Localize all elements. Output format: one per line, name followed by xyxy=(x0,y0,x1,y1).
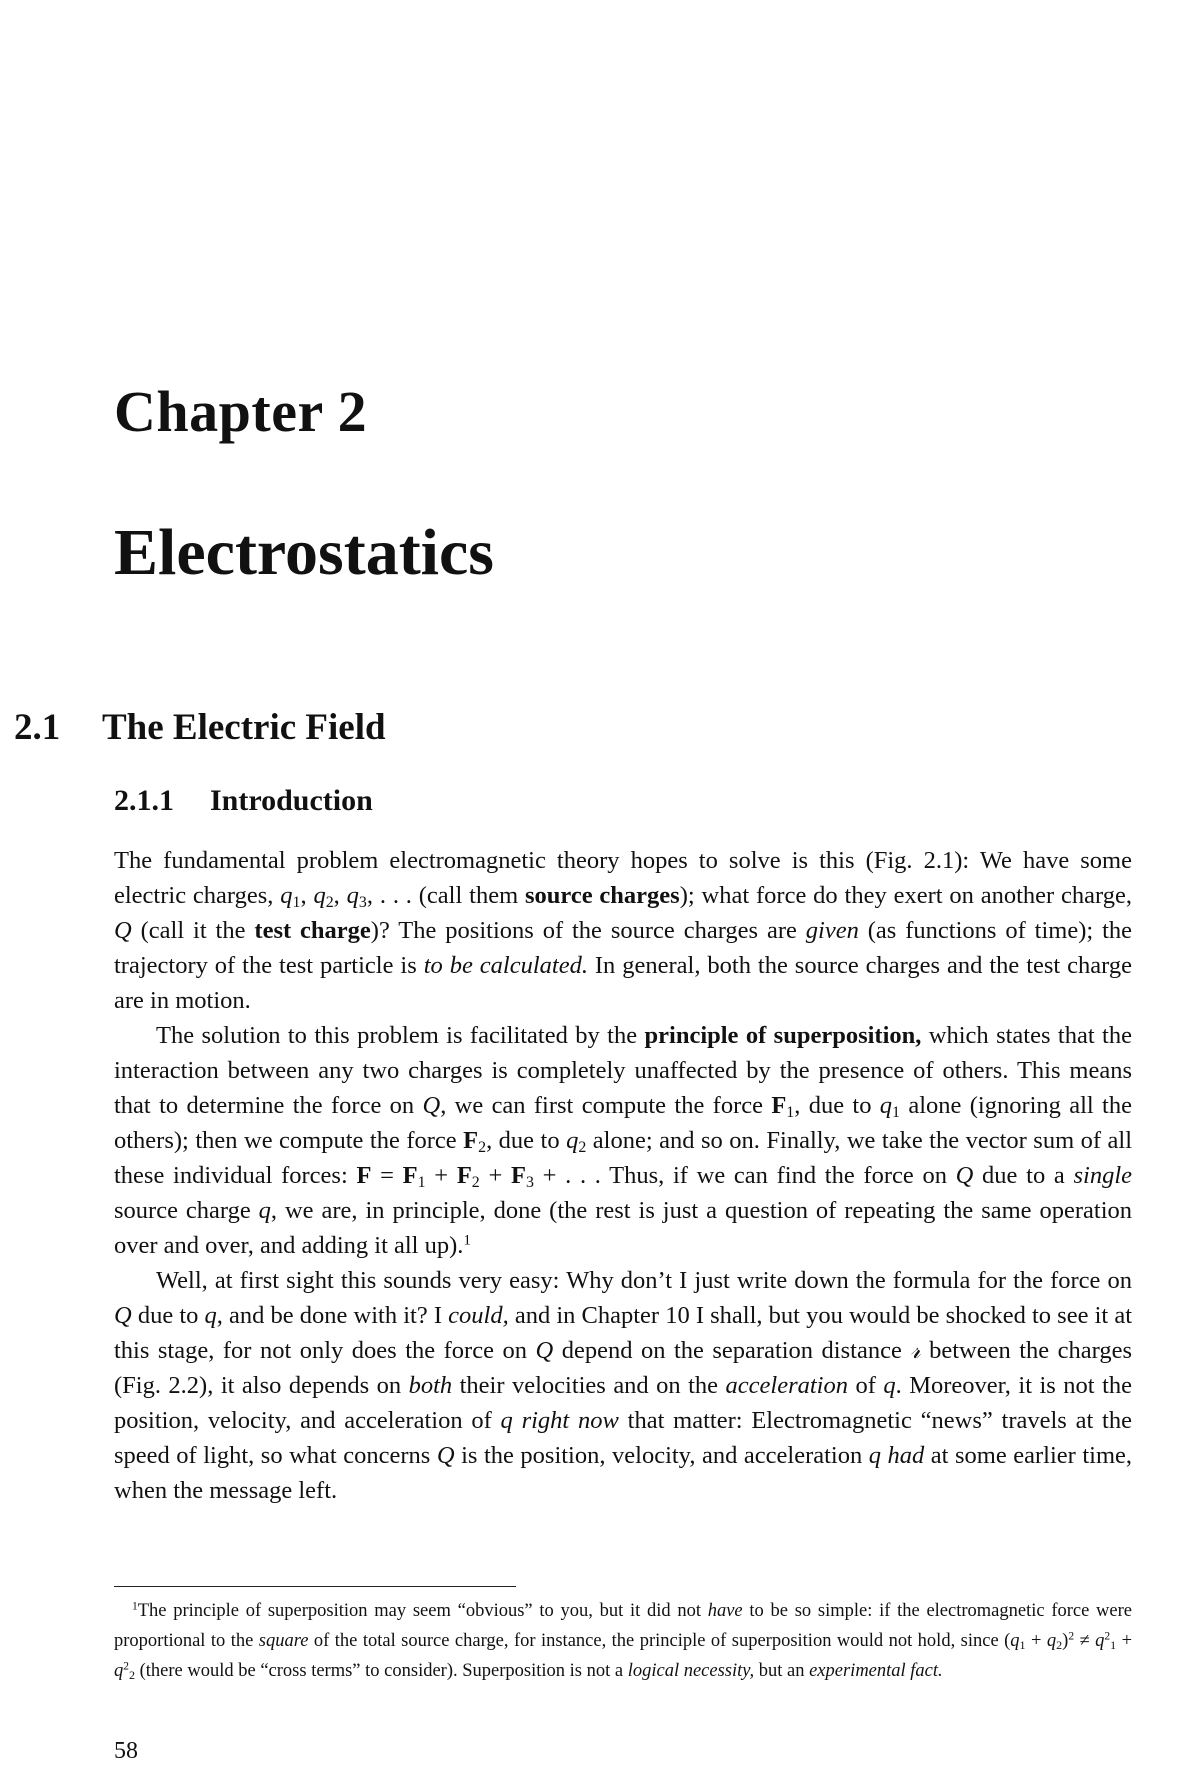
footnote-text: $^1$The principle of superposition may seem “obvious” to you, but it did not have to be so simple: if the electromagnetic force were proportional to the square of the total source charge, for instance, the principle of superposition would not hold, since $(q_1 + q_2)^2 \ne q^2_1 + q^2_2$ (there would be “cross terms” to consider). Superposition is not a logical necessity, but an experimental fact. xyxy=(114,1600,1133,1682)
paragraph: The fundamental problem electromagnetic theory hopes to solve is this (Fig. 2.1): We have some electric charges, $q_1$, $q_2$, $q_3$, . . . (call them source charges); what force do they exert on another charge, Q (call it the test charge)? The positions of the source charges are given (as functions of time); the trajectory of the test particle is to be calculated. In general, both the source charges and the test charge are in motion. xyxy=(114,847,1133,1014)
footnote-rule xyxy=(114,1586,516,1587)
body-text xyxy=(114,843,1132,1508)
paragraph: Well, at first sight this sounds very easy: Why don’t I just write down the formula for the force on Q due to q, and be done with it? I could, and in Chapter 10 I shall, but you would be shocked to see it at this stage, for not only does the force on Q depend on the separation distance 𝓇 between the charges (Fig. 2.2), it also depends on both their velocities and on the acceleration of q. Moreover, it is not the position, velocity, and acceleration of q right now that matter: Electromagnetic “news” travels at the speed of light, so what concerns Q is the position, velocity, and acceleration q had at some earlier time, when the message left. xyxy=(114,1267,1133,1504)
page-number: 58 xyxy=(114,1738,138,1764)
section-number: 2.1 xyxy=(14,707,61,748)
chapter-title: Electrostatics xyxy=(114,516,494,589)
section-heading xyxy=(14,706,386,749)
chapter-label: Chapter 2 xyxy=(114,379,368,444)
section-title: The Electric Field xyxy=(102,707,386,748)
subsection-number: 2.1.1 xyxy=(114,784,174,817)
paragraph: The solution to this problem is facilitated by the principle of superposition, which states that the interaction between any two charges is completely unaffected by the presence of others. This means that to determine the force on Q, we can first compute the force $F_1$, due to $q_1$ alone (ignoring all the others); then we compute the force $F_2$, due to $q_2$ alone; and so on. Finally, we take the vector sum of all these individual forces: $F = F_1 + F_2 + F_3$ + . . . Thus, if we can find the force on Q due to a single source charge q, we are, in principle, done (the rest is just a question of repeating the same operation over and over, and adding it all up).$^1$ xyxy=(114,1022,1133,1259)
subsection-heading xyxy=(114,784,373,818)
footnote xyxy=(114,1596,1132,1686)
subsection-title: Introduction xyxy=(210,784,373,817)
